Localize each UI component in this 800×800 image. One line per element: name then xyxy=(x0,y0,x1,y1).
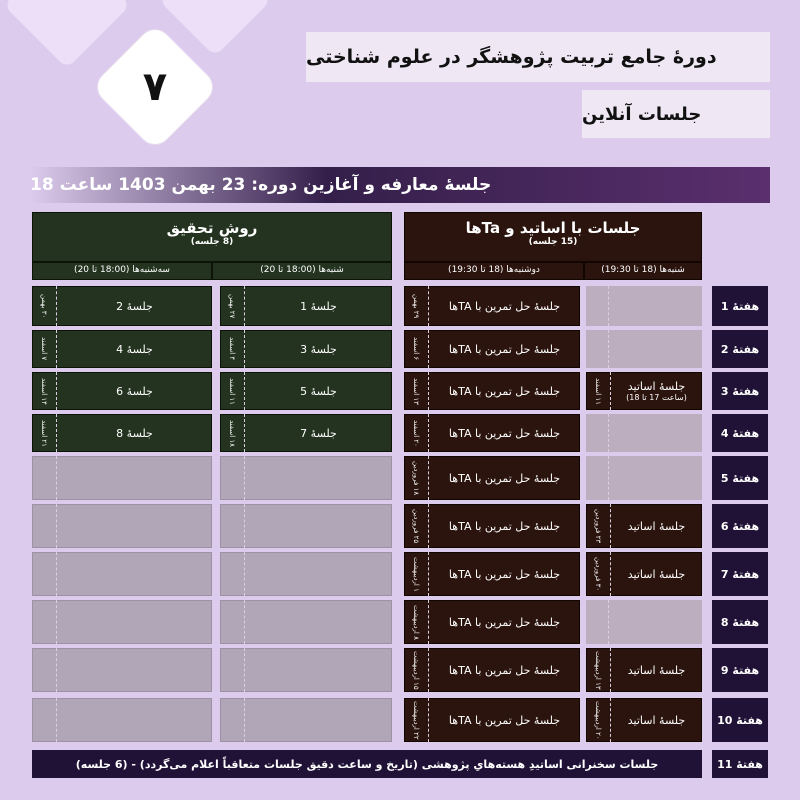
empty-cell xyxy=(586,456,702,500)
research-method-title: روش تحقیق xyxy=(166,219,258,237)
left-col-tuesday: سه‌شنبه‌ها (18:00 تا 20) xyxy=(32,262,212,280)
session-cell: جلسهٔ 2 xyxy=(116,299,153,313)
professors-count: (15 جلسه) xyxy=(528,237,578,247)
session-cell: جلسهٔ 8 xyxy=(116,426,153,440)
empty-cell xyxy=(220,504,392,548)
research-method-header xyxy=(32,212,392,262)
week-label: هفتهٔ 6 xyxy=(712,504,768,548)
dash-divider xyxy=(608,600,609,644)
week-label: هفتهٔ 10 xyxy=(712,698,768,742)
dash-divider xyxy=(244,504,245,548)
dash-divider xyxy=(244,456,245,500)
research-method-count: (8 جلسه) xyxy=(190,237,234,247)
empty-cell xyxy=(586,330,702,368)
lecture-sessions-note: جلسات سخنرانی اساتیدِ هسته‌هایِ پژوهشی (تاریخ و ساعت دقیق جلسات متعاقباً اعلام می‌گردد) - (6 جلسه) xyxy=(32,750,702,778)
session-date: ۳۰ فروردین xyxy=(594,556,602,592)
session-date: ۶ اسفند xyxy=(412,337,420,361)
week-label: هفتهٔ 11 xyxy=(712,750,768,778)
practice-cell: جلسهٔ حل تمرین با TAها xyxy=(448,384,561,398)
right-col-monday: دوشنبه‌ها (18 تا 19:30) xyxy=(404,262,584,280)
session-cell: جلسهٔ 5 xyxy=(300,384,337,398)
prof-session-label: جلسهٔ اساتید xyxy=(627,713,686,727)
week-label: هفتهٔ 2 xyxy=(712,330,768,368)
week-label: هفتهٔ 9 xyxy=(712,648,768,692)
session-date: ۱ اردیبهشت xyxy=(412,556,420,592)
dash-divider xyxy=(608,414,609,452)
professors-header xyxy=(404,212,702,262)
dash-divider xyxy=(56,648,57,692)
prof-session-label xyxy=(611,372,702,410)
prof-session-title: جلسهٔ اساتید xyxy=(627,380,686,393)
session-date: ۲۰ اردیبهشت xyxy=(594,700,602,740)
session-date: ۱۱ اسفند xyxy=(228,377,236,405)
dash-divider xyxy=(608,286,609,326)
right-col-saturday: شنبه‌ها (18 تا 19:30) xyxy=(584,262,702,280)
session-date: ۲۹ بهمن xyxy=(412,293,420,319)
empty-cell xyxy=(32,648,212,692)
dash-divider xyxy=(244,600,245,644)
empty-cell xyxy=(32,600,212,644)
dash-divider xyxy=(244,648,245,692)
dash-divider xyxy=(56,600,57,644)
session-date: ۷ اسفند xyxy=(40,337,48,361)
session-date: ۲۰ اسفند xyxy=(412,419,420,447)
dash-divider xyxy=(56,456,57,500)
left-col-saturday: شنبه‌ها (18:00 تا 20) xyxy=(212,262,392,280)
session-date: ۳۰ بهمن xyxy=(40,293,48,319)
session-date: ۲۵ فروردین xyxy=(412,508,420,544)
empty-cell xyxy=(220,600,392,644)
empty-cell xyxy=(586,286,702,326)
practice-cell: جلسهٔ حل تمرین با TAها xyxy=(448,663,561,677)
prof-session-label: جلسهٔ اساتید xyxy=(627,567,686,581)
prof-session-label: جلسهٔ اساتید xyxy=(627,663,686,677)
dash-divider xyxy=(244,552,245,596)
empty-cell xyxy=(32,698,212,742)
session-date: ۲۲ اردیبهشت xyxy=(412,700,420,740)
week-label: هفتهٔ 8 xyxy=(712,600,768,644)
session-date: ۱۸ اسفند xyxy=(228,419,236,447)
session-date: ۱۸ فروردین xyxy=(412,460,420,496)
session-date: ۱۳ اسفند xyxy=(412,377,420,405)
dash-divider xyxy=(244,698,245,742)
week-label: هفتهٔ 3 xyxy=(712,372,768,410)
empty-cell xyxy=(586,600,702,644)
dash-divider xyxy=(56,504,57,548)
dash-divider xyxy=(608,330,609,368)
week-label: هفتهٔ 7 xyxy=(712,552,768,596)
empty-cell xyxy=(32,504,212,548)
session-cell: جلسهٔ 3 xyxy=(300,342,337,356)
prof-session-label: جلسهٔ اساتید xyxy=(627,519,686,533)
week-label: هفتهٔ 1 xyxy=(712,286,768,326)
session-date: ۱۳ اردیبهشت xyxy=(594,650,602,690)
number-badge-text: ۷ xyxy=(142,64,168,110)
page-subtitle: جلسات آنلاین xyxy=(582,90,770,138)
session-date: ۱۵ اردیبهشت xyxy=(412,650,420,690)
practice-cell: جلسهٔ حل تمرین با TAها xyxy=(448,299,561,313)
dash-divider xyxy=(608,456,609,500)
page-title: دورهٔ جامع تربیت پژوهشگر در علوم شناختی xyxy=(306,32,770,82)
practice-cell: جلسهٔ حل تمرین با TAها xyxy=(448,615,561,629)
practice-cell: جلسهٔ حل تمرین با TAها xyxy=(448,342,561,356)
empty-cell xyxy=(220,648,392,692)
empty-cell xyxy=(220,552,392,596)
empty-cell xyxy=(220,456,392,500)
session-date: ۲۷ بهمن xyxy=(228,293,236,319)
dash-divider xyxy=(56,698,57,742)
session-date: ۱۴ اسفند xyxy=(40,377,48,405)
practice-cell: جلسهٔ حل تمرین با TAها xyxy=(448,426,561,440)
empty-cell xyxy=(32,456,212,500)
empty-cell xyxy=(220,698,392,742)
prof-session-time: (ساعت 17 تا 18) xyxy=(626,393,687,402)
session-cell: جلسهٔ 1 xyxy=(300,299,337,313)
session-date: ۲۳ فروردین xyxy=(594,508,602,544)
session-cell: جلسهٔ 6 xyxy=(116,384,153,398)
intro-banner: جلسهٔ معارفه و آغازین دوره: 23 بهمن 1403 ساعت 18 xyxy=(30,167,770,203)
session-cell: جلسهٔ 4 xyxy=(116,342,153,356)
week-label: هفتهٔ 5 xyxy=(712,456,768,500)
empty-cell xyxy=(32,552,212,596)
empty-cell xyxy=(586,414,702,452)
professors-title: جلسات با اساتید و Taها xyxy=(465,219,641,237)
dash-divider xyxy=(56,552,57,596)
practice-cell: جلسهٔ حل تمرین با TAها xyxy=(448,519,561,533)
session-date: ۱۱ اسفند xyxy=(594,377,602,405)
session-date: ۴ اسفند xyxy=(228,337,236,361)
session-cell: جلسهٔ 7 xyxy=(300,426,337,440)
practice-cell: جلسهٔ حل تمرین با TAها xyxy=(448,471,561,485)
week-label: هفتهٔ 4 xyxy=(712,414,768,452)
session-date: ۸ اردیبهشت xyxy=(412,604,420,640)
session-date: ۲۱ اسفند xyxy=(40,419,48,447)
practice-cell: جلسهٔ حل تمرین با TAها xyxy=(448,567,561,581)
practice-cell: جلسهٔ حل تمرین با TAها xyxy=(448,713,561,727)
